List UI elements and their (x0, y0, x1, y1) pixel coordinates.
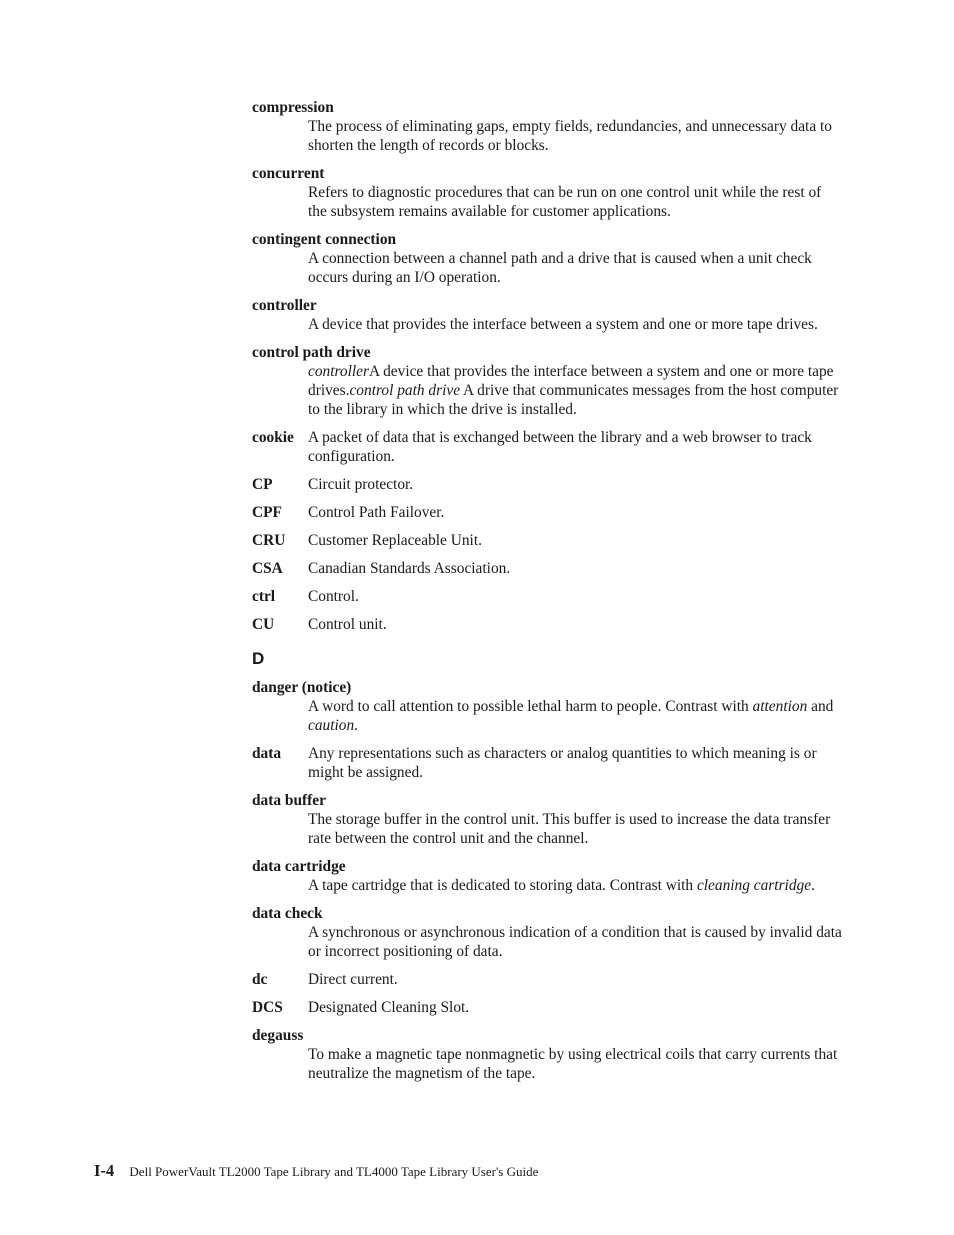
glossary-term: contingent connection (252, 231, 397, 248)
glossary-definition (252, 1045, 842, 1083)
glossary-list (252, 98, 842, 1092)
section-letter-heading: D (252, 649, 265, 668)
glossary-entry (252, 587, 842, 606)
definition-text: Canadian Standards Association. (308, 560, 511, 577)
glossary-term: compression (252, 99, 334, 116)
glossary-entry (252, 428, 842, 466)
definition-text: A packet of data that is exchanged between the library and a web browser to track configuration. (308, 429, 812, 465)
glossary-definition (308, 531, 842, 550)
glossary-term: dc (252, 971, 268, 988)
glossary-entry (252, 744, 842, 782)
definition-text: A device that provides the interface between a system and one or more tape drives. (308, 363, 834, 399)
definition-text: A drive that communicates messages from the host computer to the library in which the drive is installed. (308, 382, 839, 418)
glossary-definition (308, 970, 842, 989)
glossary-term: data buffer (252, 792, 326, 809)
glossary-entry (252, 998, 842, 1017)
definition-text: Circuit protector. (308, 476, 414, 493)
definition-italic-text: caution (308, 717, 355, 734)
glossary-term: CRU (252, 532, 286, 549)
glossary-definition (252, 183, 842, 221)
definition-text: . (811, 877, 815, 894)
document-title: Dell PowerVault TL2000 Tape Library and TL4000 Tape Library User's Guide (129, 1164, 539, 1179)
glossary-definition (308, 587, 842, 606)
definition-text: A connection between a channel path and a drive that is caused when a unit check occurs during an I/O operation. (308, 250, 812, 286)
glossary-term: data check (252, 905, 323, 922)
definition-italic-text: controller (308, 363, 369, 380)
definition-text: Control Path Failover. (308, 504, 445, 521)
definition-text: The storage buffer in the control unit. This buffer is used to increase the data transfer rate between the control unit and the channel. (308, 811, 831, 847)
definition-text: . (354, 717, 359, 734)
glossary-definition (252, 876, 842, 895)
glossary-entry (252, 296, 842, 334)
glossary-entry (252, 343, 842, 419)
glossary-term: CP (252, 476, 273, 493)
glossary-entry (252, 475, 842, 494)
definition-text: A word to call attention to possible lethal harm to people. Contrast with (308, 698, 753, 715)
definition-text: A device that provides the interface between a system and one or more tape drives. (308, 316, 818, 333)
definition-text: Direct current. (308, 971, 398, 988)
glossary-definition (252, 117, 842, 155)
definition-text: Customer Replaceable Unit. (308, 532, 482, 549)
glossary-term: control path drive (252, 344, 371, 361)
glossary-entry (252, 904, 842, 961)
glossary-entry (252, 559, 842, 578)
glossary-definition (308, 998, 842, 1017)
glossary-definition (308, 559, 842, 578)
glossary-term: danger (notice) (252, 679, 352, 696)
definition-text: Refers to diagnostic procedures that can be run on one control unit while the rest of the subsystem remains available for customer applications. (308, 184, 822, 220)
definition-text: and (807, 698, 834, 715)
page-footer (94, 1161, 538, 1182)
glossary-entry (252, 857, 842, 895)
glossary-term: concurrent (252, 165, 325, 182)
glossary-term: data (252, 745, 282, 762)
glossary-definition (308, 428, 842, 466)
glossary-term: controller (252, 297, 317, 314)
definition-text: To make a magnetic tape nonmagnetic by using electrical coils that carry currents that neutralize the magnetism of the tape. (308, 1046, 838, 1082)
glossary-definition (252, 362, 842, 419)
page-number: I-4 (94, 1161, 115, 1180)
glossary-entry (252, 503, 842, 522)
glossary-term: CU (252, 616, 275, 633)
glossary-entry (252, 98, 842, 155)
glossary-term: data cartridge (252, 858, 346, 875)
glossary-definition (252, 697, 842, 735)
glossary-entry (252, 531, 842, 550)
glossary-definition (252, 810, 842, 848)
definition-text: Any representations such as characters or analog quantities to which meaning is or might be assigned. (308, 745, 817, 781)
glossary-entry (252, 791, 842, 848)
glossary-definition (308, 475, 842, 494)
definition-text: A synchronous or asynchronous indication of a condition that is caused by invalid data or incorrect positioning of data. (308, 924, 842, 960)
glossary-term: ctrl (252, 588, 276, 605)
glossary-term: CSA (252, 560, 283, 577)
definition-italic-text: cleaning cartridge (696, 877, 812, 894)
definition-text: Control. (308, 588, 359, 605)
definition-italic-text: attention (752, 698, 808, 715)
glossary-entry (252, 1026, 842, 1083)
glossary-definition (308, 744, 842, 782)
glossary-term: degauss (252, 1027, 304, 1044)
glossary-definition (308, 503, 842, 522)
glossary-term: DCS (252, 999, 283, 1016)
glossary-term: cookie (252, 429, 294, 446)
definition-text: Control unit. (308, 616, 387, 633)
definition-italic-text: control path drive (349, 382, 461, 399)
glossary-entry (252, 230, 842, 287)
glossary-definition (252, 315, 842, 334)
glossary-term: CPF (252, 504, 282, 521)
glossary-entry (252, 615, 842, 634)
definition-text: The process of eliminating gaps, empty fields, redundancies, and unnecessary data to shorten the length of records or blocks. (308, 118, 832, 154)
glossary-definition (308, 615, 842, 634)
glossary-definition (252, 923, 842, 961)
definition-text: A tape cartridge that is dedicated to storing data. Contrast with (308, 877, 697, 894)
glossary-definition (252, 249, 842, 287)
definition-text: Designated Cleaning Slot. (308, 999, 470, 1016)
glossary-entry (252, 164, 842, 221)
glossary-entry (252, 970, 842, 989)
glossary-entry (252, 678, 842, 735)
